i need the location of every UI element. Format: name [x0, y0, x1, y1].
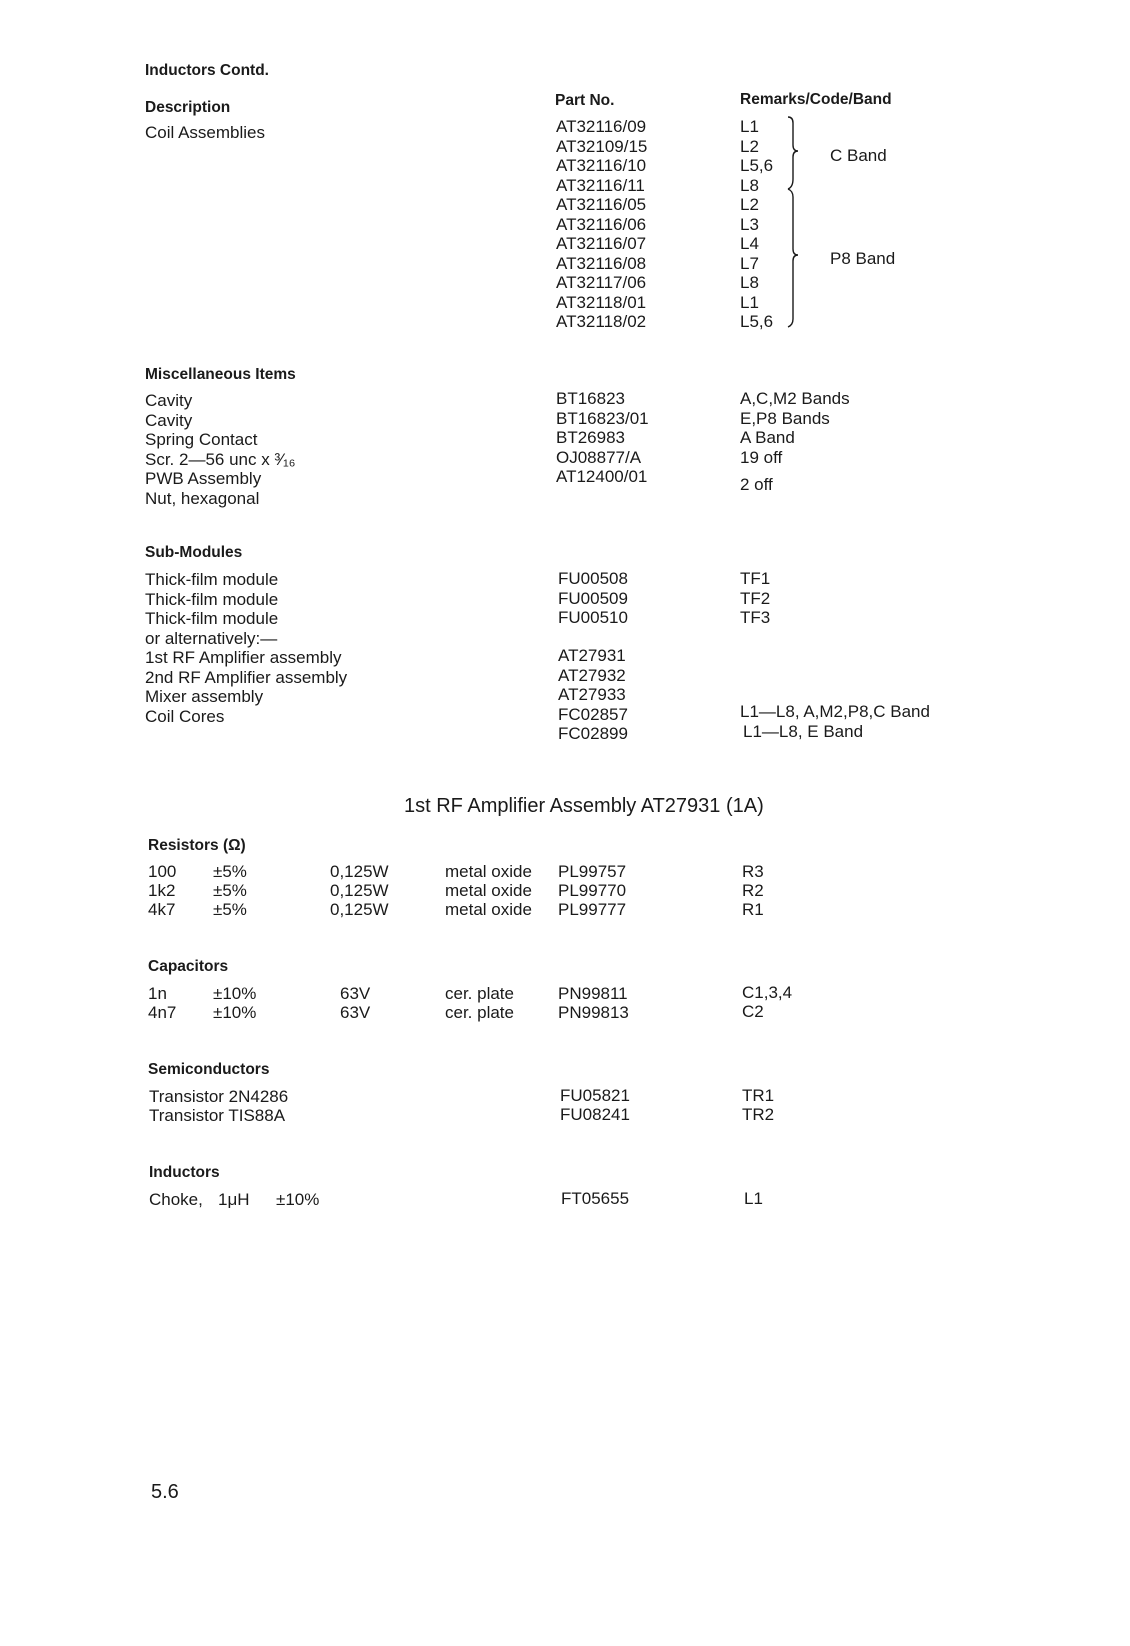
part-number: AT32118/02 — [556, 312, 647, 331]
submodule-item: Thick-film module — [145, 589, 279, 609]
coil-code: L8 — [740, 273, 759, 292]
inductor-desc: Choke, — [149, 1190, 203, 1209]
section-heading-submodules: Sub-Modules — [145, 544, 243, 561]
coil-part-numbers — [556, 117, 647, 332]
part-number: PN99811 — [558, 984, 628, 1003]
part-number: PN99813 — [558, 1003, 629, 1022]
resistor-value: 4k7 — [148, 900, 176, 919]
misc-item: Cavity — [145, 391, 193, 410]
part-number: AT32109/15 — [556, 136, 648, 156]
resistor-rating: 0,125W — [330, 862, 389, 881]
part-number: BT26983 — [556, 428, 625, 447]
part-number: AT27933 — [558, 685, 626, 704]
part-number: AT27931 — [558, 646, 626, 665]
remark: 2 off — [740, 475, 773, 494]
misc-remarks — [740, 389, 850, 467]
c-band-brace — [788, 117, 798, 189]
submodule-remarks-b — [740, 702, 930, 741]
remark: L1—L8, A,M2,P8,C Band — [740, 702, 930, 721]
part-number: AT32116/10 — [556, 156, 647, 175]
resistor-type: metal oxide — [445, 900, 532, 919]
part-number: AT27932 — [558, 665, 626, 685]
coil-assemblies-label: Coil Assemblies — [145, 123, 265, 142]
resistor-rating: 0,125W — [330, 881, 389, 900]
part-number: FC02857 — [558, 704, 628, 724]
resistor-value: 100 — [148, 862, 177, 881]
misc-item: Nut, hexagonal — [145, 488, 260, 508]
coil-codes — [740, 117, 773, 332]
coil-code: L1 — [740, 292, 759, 312]
section-heading-misc: Miscellaneous Items — [145, 366, 296, 383]
part-number: AT12400/01 — [556, 467, 648, 486]
band-brace-graphic — [786, 115, 806, 330]
part-number: FC02899 — [558, 724, 628, 743]
part-number: BT16823/01 — [556, 408, 649, 428]
part-number: FU05821 — [560, 1086, 630, 1105]
coil-code: L3 — [740, 214, 759, 234]
reference: TR2 — [742, 1105, 775, 1124]
misc-descriptions — [145, 391, 296, 508]
column-header-remarks: Remarks/Code/Band — [740, 91, 892, 108]
misc-item: PWB Assembly — [145, 469, 262, 488]
capacitor-type: cer. plate — [445, 984, 514, 1003]
misc-item: Cavity — [145, 410, 193, 430]
column-header-description: Description — [145, 99, 231, 116]
coil-code: L8 — [740, 175, 759, 195]
part-number: PL99777 — [558, 900, 627, 919]
reference: TR1 — [742, 1086, 775, 1105]
inductor-value: 1μH — [218, 1190, 250, 1209]
part-number: PL99770 — [558, 881, 627, 900]
part-number: AT32116/06 — [556, 214, 647, 234]
remark: A Band — [740, 428, 795, 447]
capacitor-value: 4n7 — [148, 1003, 177, 1022]
coil-code: L5,6 — [740, 156, 774, 175]
submodule-item: or alternatively:— — [145, 628, 278, 648]
section-heading-resistors: Resistors (Ω) — [148, 837, 246, 854]
resistor-rating: 0,125W — [330, 900, 389, 919]
misc-item: Spring Contact — [145, 430, 258, 449]
remark: 19 off — [740, 447, 783, 467]
inductor-tolerance: ±10% — [276, 1190, 320, 1209]
part-number: AT32116/11 — [556, 175, 645, 195]
remark: E,P8 Bands — [740, 408, 830, 428]
section-heading-inductors: Inductors — [149, 1164, 220, 1181]
column-header-part-no: Part No. — [555, 92, 615, 109]
part-number: AT32116/05 — [556, 195, 647, 214]
page-number: 5.6 — [151, 1481, 179, 1503]
submodule-remarks-a — [740, 569, 770, 628]
submodule-item: Mixer assembly — [145, 687, 264, 706]
remark: A,C,M2 Bands — [740, 389, 850, 408]
reference: R3 — [742, 862, 764, 881]
submodule-parts-b — [558, 646, 628, 744]
coil-code: L1 — [740, 117, 759, 136]
p8-band-label: P8 Band — [830, 249, 896, 268]
reference: C1,3,4 — [742, 983, 793, 1002]
semiconductor-desc: Transistor 2N4286 — [149, 1087, 289, 1106]
remark: TF2 — [740, 588, 771, 608]
resistor-type: metal oxide — [445, 862, 532, 881]
remark: TF3 — [740, 608, 771, 627]
capacitor-value: 1n — [148, 984, 167, 1003]
submodule-item: Thick-film module — [145, 570, 279, 589]
capacitor-tolerance: ±10% — [213, 984, 257, 1003]
c-band-label: C Band — [830, 146, 887, 165]
part-number: AT32116/07 — [556, 234, 647, 253]
part-number: OJ08877/A — [556, 447, 642, 467]
resistor-tolerance: ±5% — [213, 900, 247, 919]
part-number: FT05655 — [561, 1189, 630, 1208]
part-number: PL99757 — [558, 862, 627, 881]
part-number: FU00509 — [558, 588, 628, 608]
capacitor-tolerance: ±10% — [213, 1003, 257, 1022]
part-number: FU08241 — [560, 1105, 630, 1124]
semiconductor-desc: Transistor TIS88A — [149, 1106, 286, 1125]
submodule-parts-a — [558, 569, 628, 628]
part-number: AT32118/01 — [556, 292, 647, 312]
submodule-item: Coil Cores — [145, 706, 225, 726]
misc-item: Scr. 2—56 unc x ³⁄₁₆ — [145, 449, 296, 469]
part-number: AT32116/09 — [556, 117, 647, 136]
capacitor-type: cer. plate — [445, 1003, 514, 1022]
coil-code: L2 — [740, 195, 759, 214]
section-heading-capacitors: Capacitors — [148, 958, 229, 975]
submodule-item: 2nd RF Amplifier assembly — [145, 667, 348, 687]
resistor-tolerance: ±5% — [213, 881, 247, 900]
section-heading-inductors-contd: Inductors Contd. — [145, 62, 269, 79]
p8-band-brace — [788, 189, 798, 327]
coil-code: L4 — [740, 234, 759, 253]
submodule-descriptions — [145, 570, 347, 726]
capacitor-rating: 63V — [340, 1003, 371, 1022]
remark: TF1 — [740, 569, 771, 588]
coil-code: L5,6 — [740, 312, 774, 331]
resistor-value: 1k2 — [148, 881, 176, 900]
reference: R2 — [742, 881, 764, 900]
reference: C2 — [742, 1002, 764, 1021]
resistor-tolerance: ±5% — [213, 862, 247, 881]
remark: L1—L8, E Band — [743, 721, 864, 741]
reference: R1 — [742, 900, 764, 919]
part-number: FU00510 — [558, 608, 628, 627]
section-heading-semiconductors: Semiconductors — [148, 1061, 270, 1078]
part-number: AT32117/06 — [556, 273, 647, 292]
resistor-type: metal oxide — [445, 881, 532, 900]
misc-part-numbers — [556, 389, 649, 487]
part-number: AT32116/08 — [556, 253, 647, 273]
capacitor-rating: 63V — [340, 984, 371, 1003]
coil-code: L2 — [740, 136, 759, 156]
submodule-item: Thick-film module — [145, 609, 279, 628]
part-number: BT16823 — [556, 389, 625, 408]
assembly-title: 1st RF Amplifier Assembly AT27931 (1A) — [404, 795, 764, 817]
submodule-item: 1st RF Amplifier assembly — [145, 648, 342, 667]
reference: L1 — [744, 1189, 763, 1208]
part-number: FU00508 — [558, 569, 628, 588]
coil-code: L7 — [740, 253, 759, 273]
